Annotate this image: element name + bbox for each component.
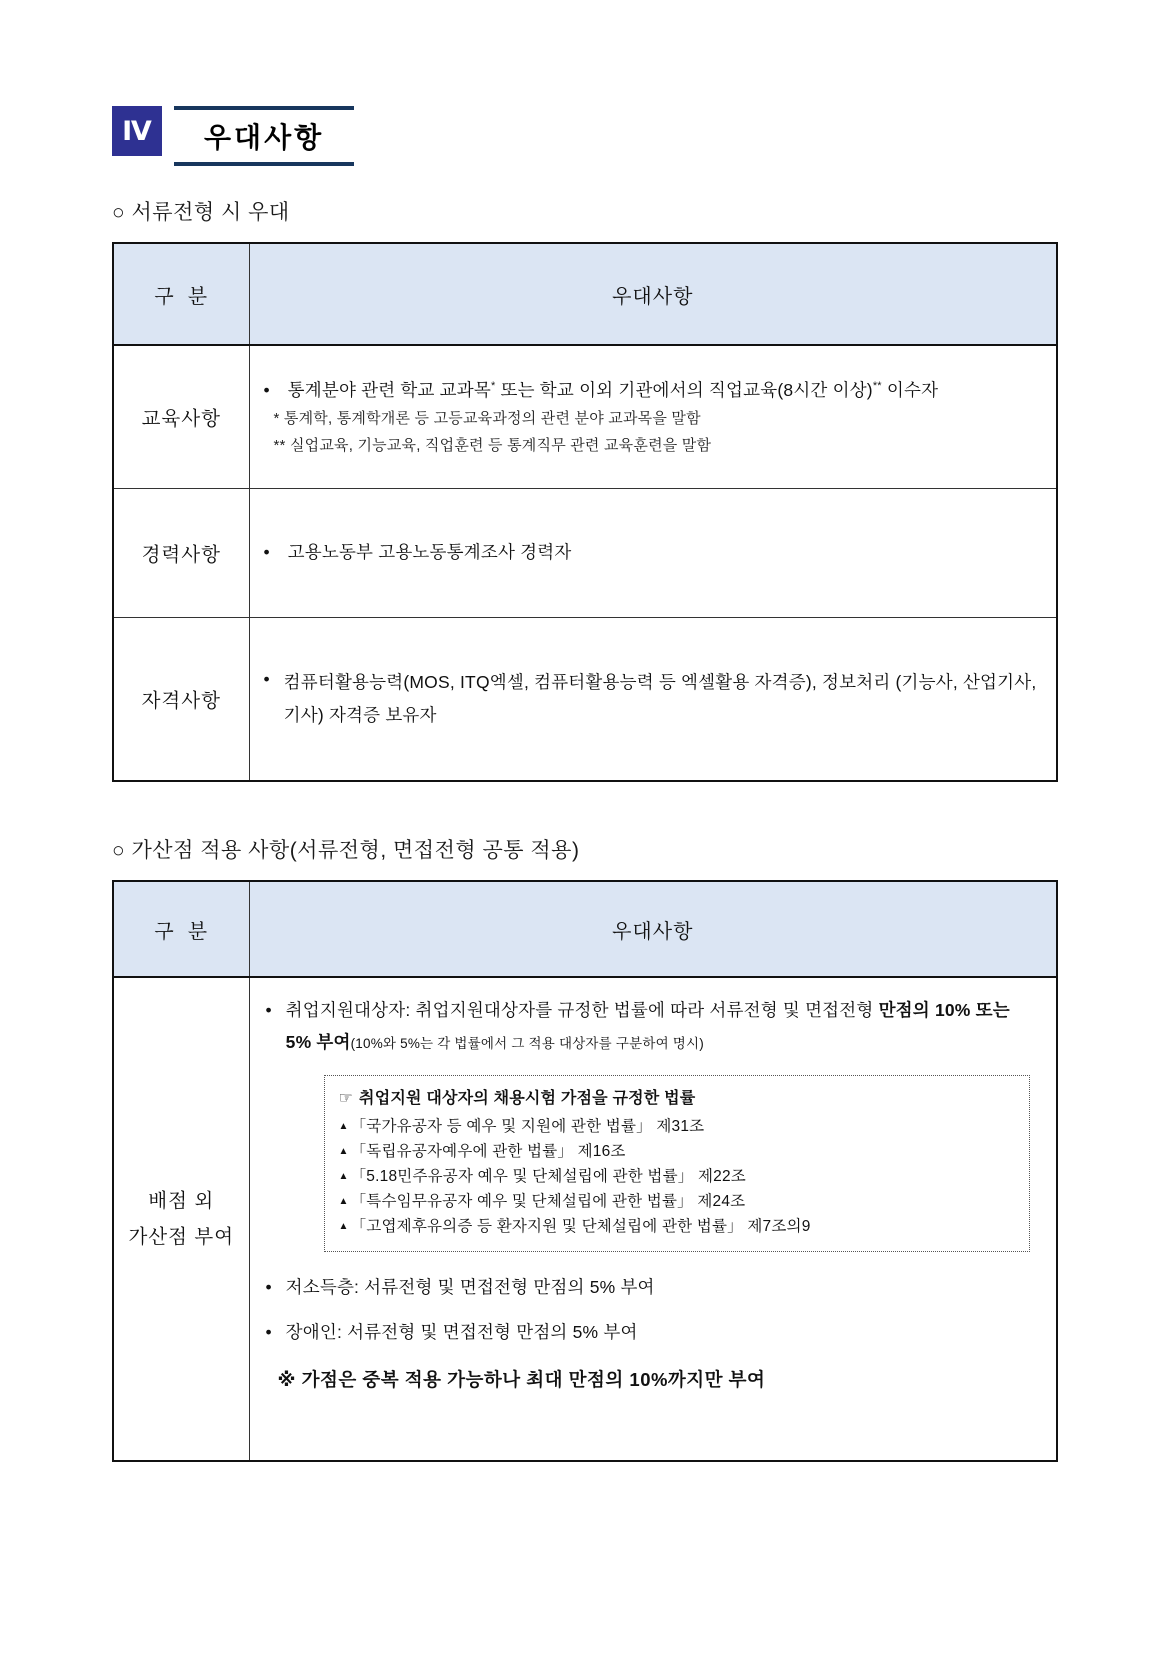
law-item: ▲ 「독립유공자예우에 관한 법률」 제16조 — [338, 1142, 626, 1160]
career-bullet-line — [264, 539, 1043, 566]
law-box-title: ☞ 취업지원 대상자의 채용시험 가점을 규정한 법률 — [338, 1089, 696, 1107]
bullet-icon: • — [263, 542, 270, 563]
education-bullet-text: 통계분야 관련 학교 교과목* 또는 학교 이외 기관에서의 직업교육(8시간 이상)** 이수자 — [287, 379, 939, 400]
disabled-bullet-line — [266, 1319, 1039, 1346]
table-row-license — [113, 618, 1057, 782]
pointing-hand-icon: ☞ — [338, 1089, 354, 1107]
bonus-category-cell — [113, 977, 249, 1461]
law-item: ▲ 「고엽제후유의증 등 환자지원 및 단체설립에 관한 법률」 제7조의9 — [338, 1218, 811, 1236]
bullet-icon: • — [265, 1322, 272, 1343]
double-asterisk-superscript: ** — [872, 380, 882, 393]
employment-support-paren-text: (10%와 5%는 각 법률에서 그 적용 대상자를 구분하여 명시) — [350, 1036, 704, 1052]
low-income-bullet-line — [266, 1274, 1039, 1301]
triangle-marker-icon: ▲ — [338, 1221, 349, 1233]
table2-column-header-category: 구 분 — [113, 881, 249, 977]
max-bonus-note: ※ 가점은 중복 적용 가능하나 최대 만점의 10%까지만 부여 — [277, 1369, 766, 1391]
employment-support-bullet-line — [266, 994, 1039, 1059]
education-category-cell: 교육사항 — [113, 345, 249, 489]
section-header — [112, 106, 1058, 166]
license-bullet-text: 컴퓨터활용능력(MOS, ITQ엑셀, 컴퓨터활용능력 등 엑셀활용 자격증), 정보처리 (기능사, 산업기사, 기사) 자격증 보유자 — [283, 671, 1037, 725]
bullet-icon: • — [263, 668, 270, 689]
document-page — [112, 0, 1058, 1462]
triangle-marker-icon: ▲ — [338, 1170, 349, 1182]
table2-column-header-preference: 우대사항 — [249, 881, 1057, 977]
heading-document-screening: ○ 서류전형 시 우대 — [112, 201, 290, 224]
career-detail-cell — [249, 489, 1057, 618]
bonus-category-line1: 배점 외 — [148, 1189, 215, 1212]
career-category-cell: 경력사항 — [113, 489, 249, 618]
education-footnote-1: * 통계학, 통계학개론 등 고등교육과정의 관련 분야 교과목을 말함 — [273, 410, 701, 428]
law-item: ▲ 「국가유공자 등 예우 및 지원에 관한 법률」 제31조 — [338, 1117, 705, 1135]
heading-bonus-points: ○ 가산점 적용 사항(서류전형, 면접전형 공통 적용) — [112, 839, 580, 862]
bonus-category-line2: 가산점 부여 — [128, 1226, 235, 1248]
education-detail-cell — [249, 345, 1057, 489]
triangle-marker-icon: ▲ — [338, 1145, 349, 1157]
asterisk-superscript: * — [490, 380, 496, 393]
bonus-detail-cell — [249, 977, 1057, 1461]
law-item: ▲ 「특수임무유공자 예우 및 단체설립에 관한 법률」 제24조 — [338, 1192, 746, 1210]
table-row-education — [113, 345, 1057, 489]
table1-header-row — [113, 243, 1057, 345]
document-screening-preference-table — [112, 242, 1058, 782]
bullet-icon: • — [265, 1277, 272, 1298]
table2-header-row — [113, 881, 1057, 977]
employment-support-bold-text: 만점의 10% 또는 5% 부여 — [285, 1000, 1010, 1053]
triangle-marker-icon: ▲ — [338, 1120, 349, 1132]
career-bullet-text: 고용노동부 고용노동통계조사 경력자 — [287, 542, 572, 563]
employment-support-text: 취업지원대상자: 취업지원대상자를 규정한 법률에 따라 서류전형 및 면접전형 만점의 10% 또는 5% 부여(10%와 5%는 각 법률에서 그 적용 대상자를 구분하여 명시) — [285, 1000, 1010, 1053]
page-title: 우대사항 — [174, 106, 354, 166]
table-row-career — [113, 489, 1057, 618]
disabled-text: 장애인: 서류전형 및 면접전형 만점의 5% 부여 — [285, 1322, 638, 1343]
license-bullet-line — [264, 666, 1043, 733]
license-category-cell: 자격사항 — [113, 618, 249, 782]
section-number-badge: Ⅳ — [112, 106, 162, 156]
law-item: ▲ 「5.18민주유공자 예우 및 단체설립에 관한 법률」 제22조 — [338, 1167, 746, 1185]
law-reference-box — [324, 1075, 1031, 1252]
triangle-marker-icon: ▲ — [338, 1195, 349, 1207]
bullet-icon: • — [265, 1000, 272, 1020]
table1-column-header-category: 구 분 — [113, 243, 249, 345]
bullet-icon: • — [263, 379, 270, 400]
table-row-bonus — [113, 977, 1057, 1461]
education-footnote-2: ** 실업교육, 기능교육, 직업훈련 등 통계직무 관련 교육훈련을 말함 — [273, 436, 712, 454]
license-detail-cell — [249, 618, 1057, 782]
low-income-text: 저소득층: 서류전형 및 면접전형 만점의 5% 부여 — [285, 1277, 655, 1298]
table1-column-header-preference: 우대사항 — [249, 243, 1057, 345]
bonus-points-table — [112, 880, 1058, 1462]
education-bullet-line — [264, 377, 1043, 404]
